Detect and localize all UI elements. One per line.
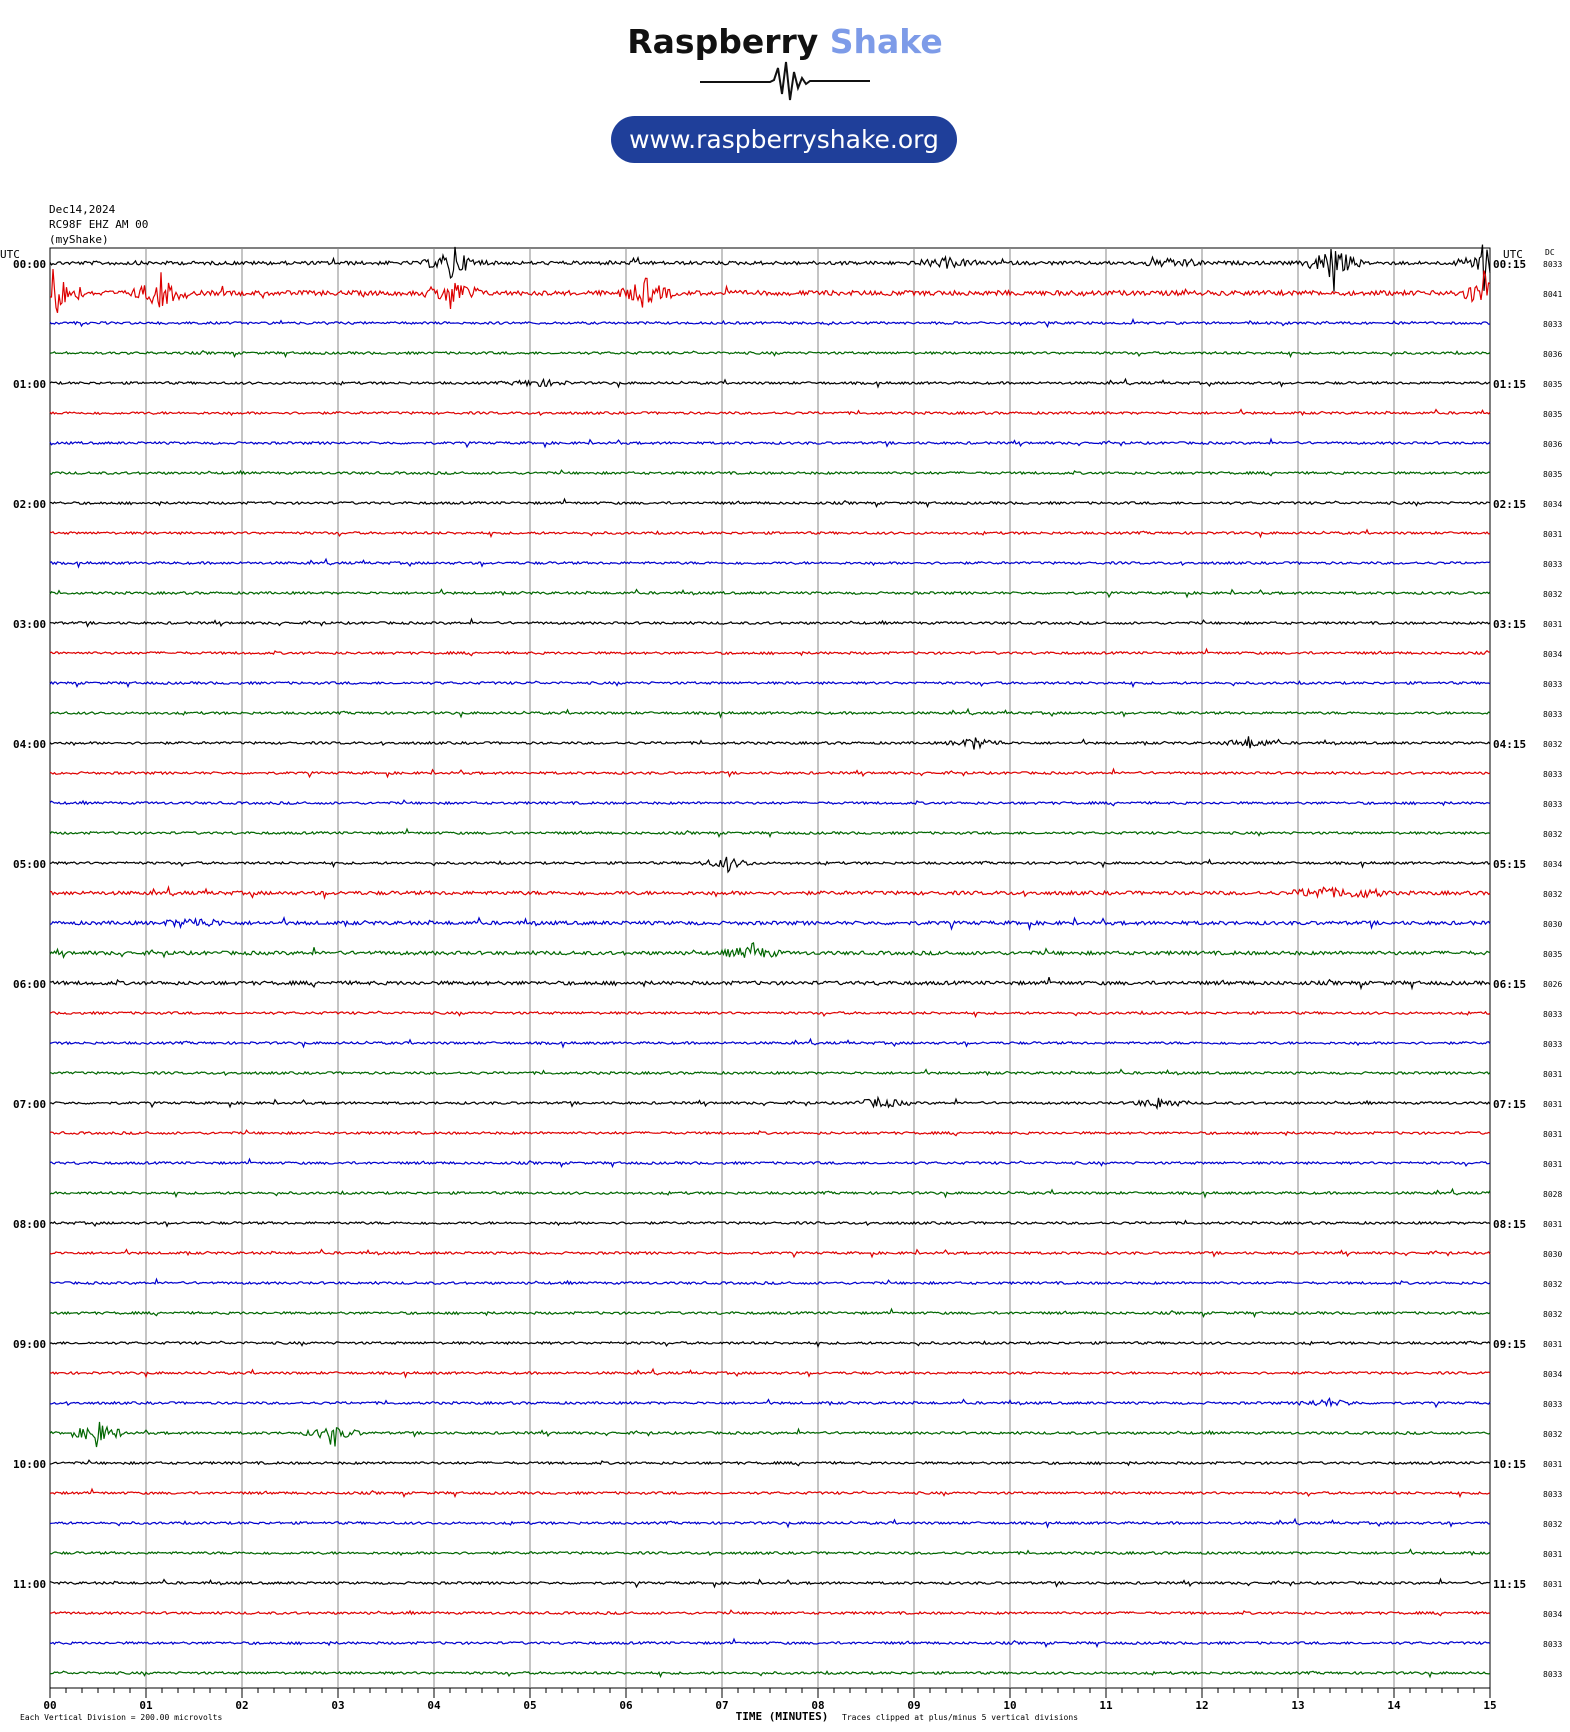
dc-value-label: 8033: [1543, 560, 1563, 569]
hour-label-right: 03:15: [1493, 618, 1527, 631]
hour-label-right: 01:15: [1493, 378, 1527, 391]
dc-value-label: 8033: [1543, 1010, 1563, 1019]
x-tick-label: 06: [619, 1699, 633, 1712]
seismic-trace: [50, 269, 1490, 313]
dc-value-label: 8030: [1543, 1250, 1563, 1259]
seismic-trace: [50, 530, 1490, 537]
seismic-trace: [50, 800, 1490, 805]
dc-value-label: 8030: [1543, 920, 1563, 929]
x-tick-label: 02: [235, 1699, 249, 1712]
x-tick-label: 05: [523, 1699, 537, 1712]
seismic-trace: [50, 1159, 1490, 1166]
dc-value-label: 8032: [1543, 830, 1563, 839]
seismic-trace: [50, 1098, 1490, 1108]
seismic-trace: [50, 1489, 1490, 1496]
dc-value-label: 8032: [1543, 1310, 1563, 1319]
hour-label-right: 10:15: [1493, 1458, 1527, 1471]
hour-label-left: 05:00: [13, 858, 47, 871]
seismic-trace: [50, 736, 1490, 749]
hour-label-left: 10:00: [13, 1458, 47, 1471]
hour-label-left: 11:00: [13, 1578, 47, 1591]
x-tick-label: 15: [1483, 1699, 1497, 1712]
seismic-trace: [50, 470, 1490, 475]
right-axis-title: UTC: [1503, 248, 1523, 261]
seismic-trace: [50, 1460, 1490, 1465]
seismic-trace: [50, 918, 1490, 929]
seismic-trace: [50, 1039, 1490, 1047]
seismic-trace: [50, 1639, 1490, 1646]
dc-value-label: 8034: [1543, 860, 1563, 869]
seismic-trace: [50, 1189, 1490, 1197]
seismic-trace: [50, 499, 1490, 506]
dc-value-label: 8031: [1543, 1070, 1563, 1079]
x-tick-label: 09: [907, 1699, 921, 1712]
seismic-trace: [50, 1399, 1490, 1407]
dc-title: DC: [1545, 248, 1555, 257]
dc-value-label: 8028: [1543, 1190, 1563, 1199]
hour-label-right: 11:15: [1493, 1578, 1527, 1591]
x-tick-label: 11: [1099, 1699, 1113, 1712]
dc-value-label: 8034: [1543, 650, 1563, 659]
seismic-trace: [50, 1422, 1490, 1447]
dc-value-label: 8031: [1543, 1100, 1563, 1109]
hour-label-right: 06:15: [1493, 978, 1527, 991]
x-tick-label: 13: [1291, 1699, 1305, 1712]
brand-accent: Shake: [829, 22, 943, 61]
plot-frame: [50, 248, 1490, 1688]
seismic-trace: [50, 1550, 1490, 1556]
dc-value-label: 8036: [1543, 350, 1563, 359]
seismic-trace: [50, 379, 1490, 387]
x-tick-label: 03: [331, 1699, 345, 1712]
hour-label-left: 02:00: [13, 498, 47, 511]
dc-value-label: 8035: [1543, 950, 1563, 959]
seismic-trace: [50, 857, 1490, 872]
x-axis-title: TIME (MINUTES): [735, 1710, 829, 1723]
vertical-division-note: Each Vertical Division = 200.00 microvolts: [20, 1713, 223, 1722]
dc-value-label: 8032: [1543, 1430, 1563, 1439]
x-tick-label: 00: [43, 1699, 57, 1712]
seismic-trace: [50, 320, 1490, 327]
x-tick-label: 07: [715, 1699, 729, 1712]
dc-value-label: 8032: [1543, 590, 1563, 599]
seismic-trace: [50, 829, 1490, 836]
seismic-trace: [50, 1309, 1490, 1316]
dc-value-label: 8033: [1543, 710, 1563, 719]
hour-label-right: 00:15: [1493, 258, 1527, 271]
dc-value-label: 8032: [1543, 1280, 1563, 1289]
dc-value-label: 8031: [1543, 1160, 1563, 1169]
dc-value-label: 8035: [1543, 380, 1563, 389]
seismic-trace: [50, 1671, 1490, 1677]
dc-value-label: 8033: [1543, 260, 1563, 269]
dc-value-label: 8031: [1543, 620, 1563, 629]
seismic-trace: [50, 559, 1490, 567]
plot-date: Dec14,2024: [49, 203, 116, 216]
seismic-trace: [50, 590, 1490, 597]
dc-value-label: 8036: [1543, 440, 1563, 449]
hour-label-left: 01:00: [13, 378, 47, 391]
seismic-trace: [50, 769, 1490, 777]
dc-value-label: 8035: [1543, 410, 1563, 419]
dc-value-label: 8035: [1543, 470, 1563, 479]
hour-label-left: 00:00: [13, 258, 47, 271]
x-tick-label: 01: [139, 1699, 153, 1712]
seismic-trace: [50, 1279, 1490, 1284]
seismic-trace: [50, 1130, 1490, 1135]
x-tick-label: 14: [1387, 1699, 1401, 1712]
dc-value-label: 8033: [1543, 1490, 1563, 1499]
seismic-trace: [50, 351, 1490, 357]
dc-value-label: 8033: [1543, 1040, 1563, 1049]
dc-value-label: 8032: [1543, 890, 1563, 899]
dc-value-label: 8031: [1543, 1340, 1563, 1349]
dc-value-label: 8033: [1543, 1640, 1563, 1649]
dc-value-label: 8031: [1543, 1220, 1563, 1229]
x-tick-label: 04: [427, 1699, 441, 1712]
dc-value-label: 8033: [1543, 1400, 1563, 1409]
x-tick-label: 12: [1195, 1699, 1209, 1712]
dc-value-label: 8031: [1543, 1580, 1563, 1589]
seismic-trace: [50, 619, 1490, 626]
seismic-trace: [50, 1610, 1490, 1615]
hour-label-right: 07:15: [1493, 1098, 1527, 1111]
dc-value-label: 8031: [1543, 1550, 1563, 1559]
seismic-trace: [50, 1341, 1490, 1346]
dc-value-label: 8033: [1543, 800, 1563, 809]
dc-value-label: 8033: [1543, 680, 1563, 689]
clipping-note: Traces clipped at plus/minus 5 vertical divisions: [842, 1713, 1079, 1722]
hour-label-right: 02:15: [1493, 498, 1527, 511]
seismic-trace: [50, 943, 1490, 958]
seismic-trace: [50, 245, 1490, 292]
seismic-trace: [50, 1369, 1490, 1377]
x-tick-label: 08: [811, 1699, 825, 1712]
brand-main: Raspberry: [627, 22, 819, 61]
seismic-trace: [50, 1011, 1490, 1016]
station-id: RC98F EHZ AM 00: [49, 218, 149, 231]
website-url-badge[interactable]: www.raspberryshake.org: [611, 116, 957, 163]
hour-label-right: 04:15: [1493, 738, 1527, 751]
seismic-trace: [50, 977, 1490, 988]
dc-value-label: 8041: [1543, 290, 1563, 299]
seismic-trace: [50, 1070, 1490, 1076]
hour-label-left: 06:00: [13, 978, 47, 991]
hour-label-left: 08:00: [13, 1218, 47, 1231]
seismic-trace: [50, 439, 1490, 447]
dc-value-label: 8033: [1543, 1670, 1563, 1679]
seismic-trace: [50, 649, 1490, 656]
dc-value-label: 8033: [1543, 770, 1563, 779]
dc-value-label: 8031: [1543, 1460, 1563, 1469]
seismic-trace: [50, 681, 1490, 686]
hour-label-right: 05:15: [1493, 858, 1527, 871]
seismic-trace: [50, 1579, 1490, 1587]
network-name: (myShake): [49, 233, 109, 246]
dc-value-label: 8032: [1543, 740, 1563, 749]
seismic-trace: [50, 1250, 1490, 1257]
seismic-trace: [50, 410, 1490, 416]
dc-value-label: 8034: [1543, 1610, 1563, 1619]
seismic-trace: [50, 887, 1490, 898]
hour-label-right: 09:15: [1493, 1338, 1527, 1351]
dc-value-label: 8034: [1543, 1370, 1563, 1379]
dc-value-label: 8026: [1543, 980, 1563, 989]
hour-label-left: 04:00: [13, 738, 47, 751]
hour-label-left: 03:00: [13, 618, 47, 631]
seismic-trace: [50, 709, 1490, 717]
x-tick-label: 10: [1003, 1699, 1017, 1712]
dc-value-label: 8031: [1543, 1130, 1563, 1139]
dc-value-label: 8031: [1543, 530, 1563, 539]
seismic-trace: [50, 1221, 1490, 1227]
left-axis-title: UTC: [0, 248, 20, 261]
hour-label-left: 07:00: [13, 1098, 47, 1111]
dc-value-label: 8034: [1543, 500, 1563, 509]
dc-value-label: 8033: [1543, 320, 1563, 329]
dc-value-label: 8032: [1543, 1520, 1563, 1529]
seismic-trace: [50, 1519, 1490, 1527]
hour-label-right: 08:15: [1493, 1218, 1527, 1231]
hour-label-left: 09:00: [13, 1338, 47, 1351]
